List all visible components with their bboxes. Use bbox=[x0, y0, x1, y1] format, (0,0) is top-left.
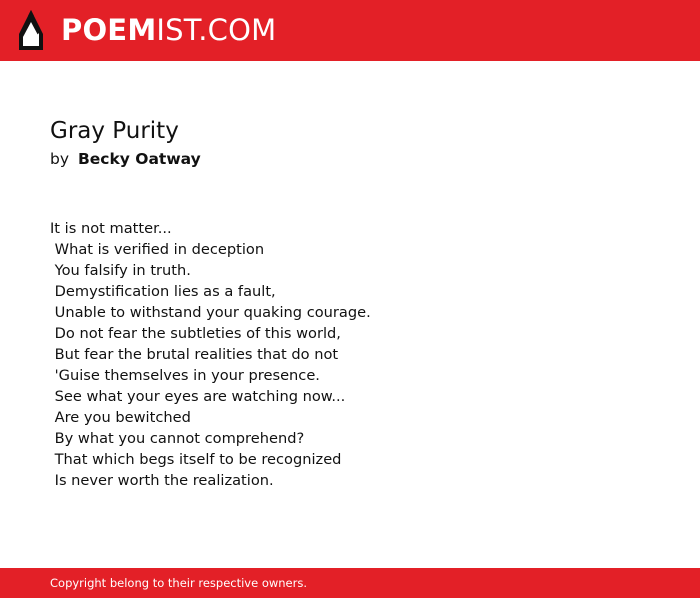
poem-line: Demystification lies as a fault, bbox=[50, 283, 276, 300]
poem-line: What is verified in deception bbox=[50, 241, 265, 258]
copyright-notice: Copyright belong to their respective owners. bbox=[50, 576, 308, 590]
poem-line: Is never worth the realization. bbox=[50, 472, 274, 489]
poem-line: You falsify in truth. bbox=[50, 262, 191, 279]
author-link[interactable]: Becky Oatway bbox=[77, 150, 201, 168]
site-header bbox=[0, 0, 700, 61]
poem-line: Unable to withstand your quaking courage. bbox=[50, 304, 371, 321]
poem-title: Gray Purity bbox=[50, 118, 179, 144]
site-logo-text bbox=[61, 8, 276, 52]
pencil-tip-icon bbox=[18, 8, 44, 52]
poem-line: Are you bewitched bbox=[50, 409, 191, 426]
site-logo-link[interactable] bbox=[18, 8, 276, 52]
site-footer bbox=[0, 568, 700, 598]
by-label: by bbox=[50, 150, 70, 168]
poem-line: Do not fear the subtleties of this world, bbox=[50, 325, 341, 342]
poem-line: That which begs itself to be recognized bbox=[50, 451, 342, 468]
poem-line: By what you cannot comprehend? bbox=[50, 430, 305, 447]
poem-line: It is not matter... bbox=[50, 220, 172, 237]
poem-line: 'Guise themselves in your presence. bbox=[50, 367, 320, 384]
poem-line: But fear the brutal realities that do not bbox=[50, 346, 339, 363]
logo-light-part: IST.COM bbox=[156, 13, 277, 47]
logo-bold-part: POEM bbox=[61, 13, 157, 47]
poem-body bbox=[50, 218, 670, 491]
byline bbox=[50, 148, 201, 170]
poem-line: See what your eyes are watching now... bbox=[50, 388, 346, 405]
